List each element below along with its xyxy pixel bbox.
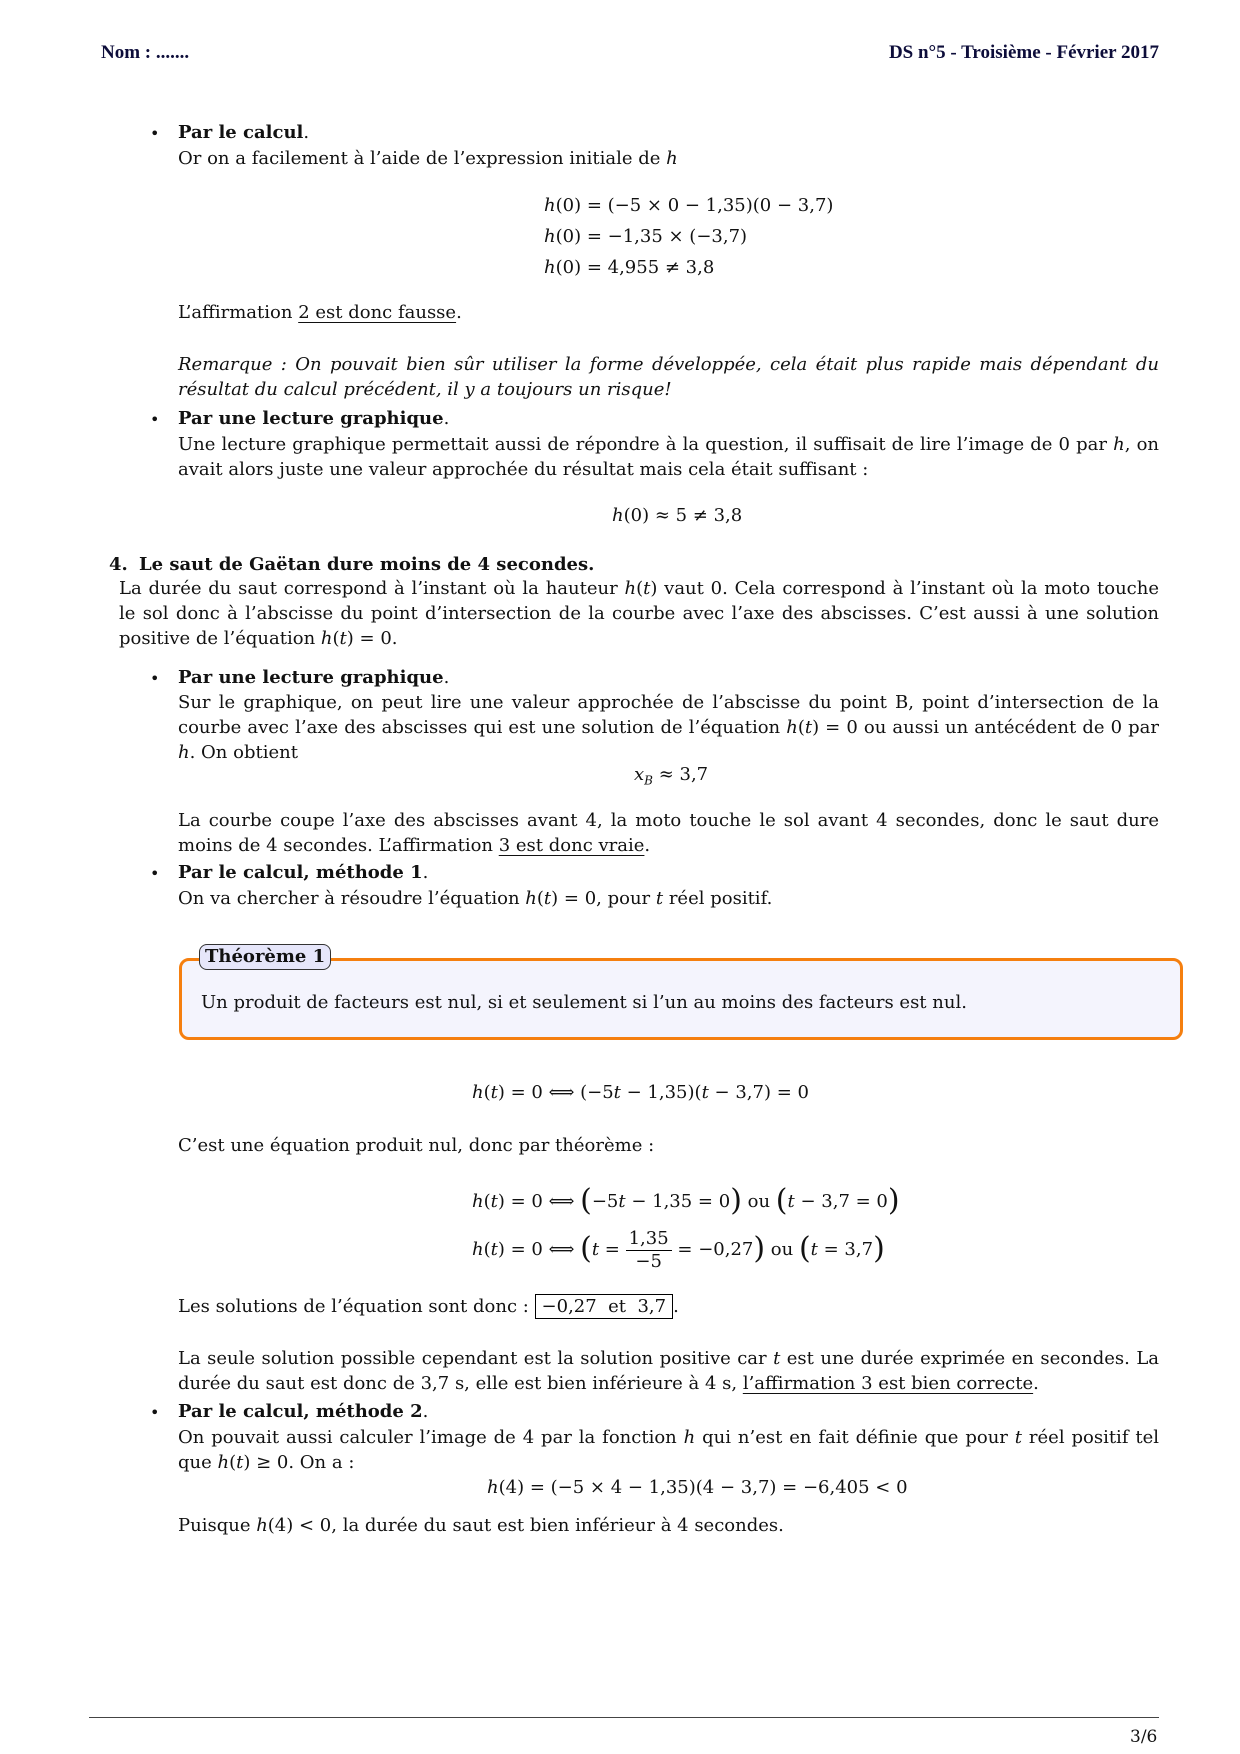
- footer-divider: [89, 1717, 1159, 1718]
- paragraph: On va chercher à résoudre l’équation h(t) = 0, pour t réel positif.: [178, 888, 773, 909]
- remark: Remarque : On pouvait bien sûr utiliser la forme développée, cela était plus rapide mais dépendant du résultat du calcul précédent, il y a toujours un risque!: [178, 354, 1159, 400]
- conclusion: La seule solution possible cependant est la solution positive car t est une durée exprimée en secondes. La durée du saut est donc de 3,7 s, elle est bien inférieure à 4 s, l’affirmation 3 est bien correcte.: [178, 1348, 1160, 1394]
- equation: h(t) = 0 ⟺ (t = $\frac{1,35}{-5}$ = −0,27) ou (t = 3,7): [472, 1227, 885, 1272]
- bullet-icon: •: [150, 410, 160, 429]
- underlined-conclusion: 2 est donc fausse: [298, 302, 457, 323]
- bullet-title: Par le calcul: [178, 122, 304, 143]
- underlined-conclusion: l’affirmation 3 est bien correcte: [742, 1373, 1034, 1394]
- paragraph: On pouvait aussi calculer l’image de 4 par la fonction h qui n’est en fait définie que pour t réel positif tel que h(t) ≥ 0. On a :: [178, 1427, 1160, 1473]
- section-heading: Par le calcul.: [178, 122, 310, 143]
- equation: $x_B \approx 3,7$: [634, 764, 709, 788]
- theorem-text: Un produit de facteurs est nul, si et seulement si l’un au moins des facteurs est nul.: [201, 992, 967, 1013]
- page-number: 3/6: [1130, 1727, 1158, 1747]
- exam-title: DS n°5 - Troisième - Février 2017: [888, 42, 1159, 63]
- paragraph: C’est une équation produit nul, donc par théorème :: [178, 1135, 655, 1156]
- solutions-line: Les solutions de l’équation sont donc : −0,27 et 3,7 .: [178, 1296, 679, 1317]
- bullet-icon: •: [150, 864, 160, 883]
- bullet-icon: •: [150, 669, 160, 688]
- conclusion: La courbe coupe l’axe des abscisses avant 4, la moto touche le sol avant 4 secondes, donc le saut dure moins de 4 secondes. L’affirmation 3 est donc vraie.: [178, 810, 1159, 856]
- boxed-answer: −0,27 et 3,7: [535, 1294, 674, 1319]
- section-heading: Par le calcul, méthode 2.: [178, 1401, 429, 1422]
- bullet-title: Par le calcul, méthode 2: [178, 1401, 423, 1422]
- paragraph: La durée du saut correspond à l’instant où la hauteur h(t) vaut 0. Cela correspond à l’instant où la moto touche le sol donc à l’abscisse du point d’intersection de la courbe avec l’axe des abscisses. C’est aussi à une solution positive de l’équation h(t) = 0.: [119, 578, 1159, 649]
- equation: h(0) = 4,955 ≠ 3,8: [544, 257, 715, 278]
- paragraph: Or on a facilement à l’aide de l’expression initiale de h: [178, 148, 678, 169]
- section-heading: Par une lecture graphique.: [178, 408, 450, 429]
- bullet-icon: •: [150, 1403, 160, 1422]
- bullet-title: Par le calcul, méthode 1: [178, 862, 423, 883]
- paragraph: Une lecture graphique permettait aussi de répondre à la question, il suffisait de lire l’image de 0 par h, on avait alors juste une valeur approchée du résultat mais cela était suffisant :: [178, 434, 1160, 480]
- question-title: Le saut de Gaëtan dure moins de 4 secondes.: [139, 554, 595, 575]
- equation: h(0) = −1,35 × (−3,7): [544, 226, 748, 247]
- bullet-title: Par une lecture graphique: [178, 667, 444, 688]
- equation: h(t) = 0 ⟺ (−5t − 1,35)(t − 3,7) = 0: [472, 1082, 809, 1103]
- bullet-title: Par une lecture graphique: [178, 408, 444, 429]
- section-heading: Par le calcul, méthode 1.: [178, 862, 429, 883]
- paragraph: Puisque h(4) < 0, la durée du saut est bien inférieur à 4 secondes.: [178, 1515, 784, 1536]
- paragraph: Sur le graphique, on peut lire une valeur approchée de l’abscisse du point B, point d’intersection de la courbe avec l’axe des abscisses qui est une solution de l’équation h(t) = 0 ou aussi un antécédent de 0 par h. On obtient: [178, 692, 1159, 763]
- equation: h(0) = (−5 × 0 − 1,35)(0 − 3,7): [544, 195, 834, 216]
- question-number: 4.: [109, 554, 128, 575]
- equation: h(t) = 0 ⟺ (−5t − 1,35 = 0) ou (t − 3,7 = 0): [472, 1183, 900, 1218]
- equation: h(0) ≈ 5 ≠ 3,8: [612, 505, 743, 526]
- underlined-conclusion: 3 est donc vraie: [498, 835, 645, 856]
- bullet-icon: •: [150, 124, 160, 143]
- section-heading: Par une lecture graphique.: [178, 667, 450, 688]
- student-name-field: Nom : .......: [101, 42, 190, 63]
- fraction: $\frac{1,35}{-5}$: [626, 1228, 672, 1273]
- equation: h(4) = (−5 × 4 − 1,35)(4 − 3,7) = −6,405 < 0: [487, 1477, 908, 1498]
- theorem-label: Théorème 1: [199, 944, 331, 970]
- conclusion: L’affirmation 2 est donc fausse.: [178, 302, 462, 323]
